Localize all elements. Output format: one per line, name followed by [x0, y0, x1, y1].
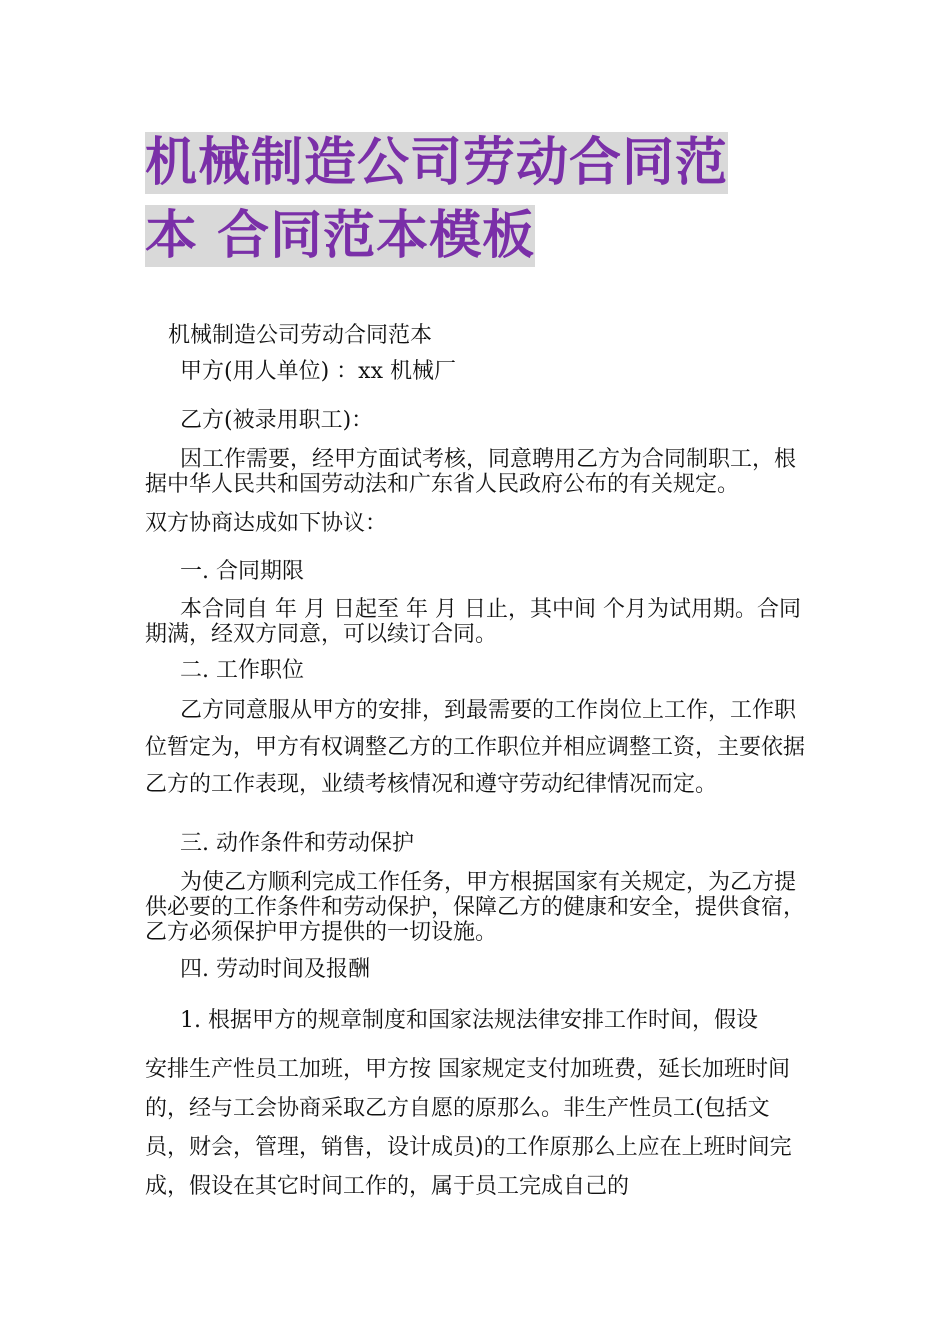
section-1-body: 本合同自 年 月 日起至 年 月 日止，其中间 个月为试用期。合同期满，经双方同意，可以续订合同。: [145, 597, 801, 647]
party-b-line: 乙方(被录用职工)：: [180, 408, 374, 433]
section-4-item-1-body: 安排生产性员工加班，甲方按 国家规定支付加班费，延长加班时间的，经与工会协商采取乙方自愿的原那么。非生产性员工(包括文员，财会，管理，销售，设计成员)的工作原那么上应在上班时间完成，假设在其它时间工作的，属于员工完成自己的: [145, 1057, 792, 1199]
document-title-line-1: 机械制造公司劳动合同范: [145, 133, 729, 193]
section-2-body: 乙方同意服从甲方的安排，到最需要的工作岗位上工作，工作职位暂定为，甲方有权调整乙方的工作职位并相应调整工资，主要依据乙方的工作表现，业绩考核情况和遵守劳动纪律情况而定。: [145, 698, 806, 797]
section-4-heading: 四. 劳动时间及报酬: [180, 957, 370, 982]
section-1-heading: 一. 合同期限: [180, 559, 304, 584]
contract-subtitle: 机械制造公司劳动合同范本: [168, 323, 433, 348]
intro-agreement-line: 双方协商达成如下协议：: [145, 511, 388, 536]
document-title-line-2: 本 合同范本模板: [145, 206, 536, 266]
section-3-body: 为使乙方顺利完成工作任务，甲方根据国家有关规定，为乙方提供必要的工作条件和劳动保护，保障乙方的健康和安全，提供食宿，乙方必须保护甲方提供的一切设施。: [145, 870, 806, 945]
party-a-line: 甲方(用人单位) ：xx 机械厂: [180, 359, 456, 384]
intro-paragraph: 因工作需要，经甲方面试考核，同意聘用乙方为合同制职工，根据中华人民共和国劳动法和广东省人民政府公布的有关规定。: [145, 447, 797, 497]
section-2-heading: 二. 工作职位: [180, 658, 304, 683]
section-3-heading: 三. 动作条件和劳动保护: [180, 831, 414, 856]
section-4-item-1-first-line: 1. 根据甲方的规章制度和国家法规法律安排工作时间，假设: [180, 1008, 758, 1033]
